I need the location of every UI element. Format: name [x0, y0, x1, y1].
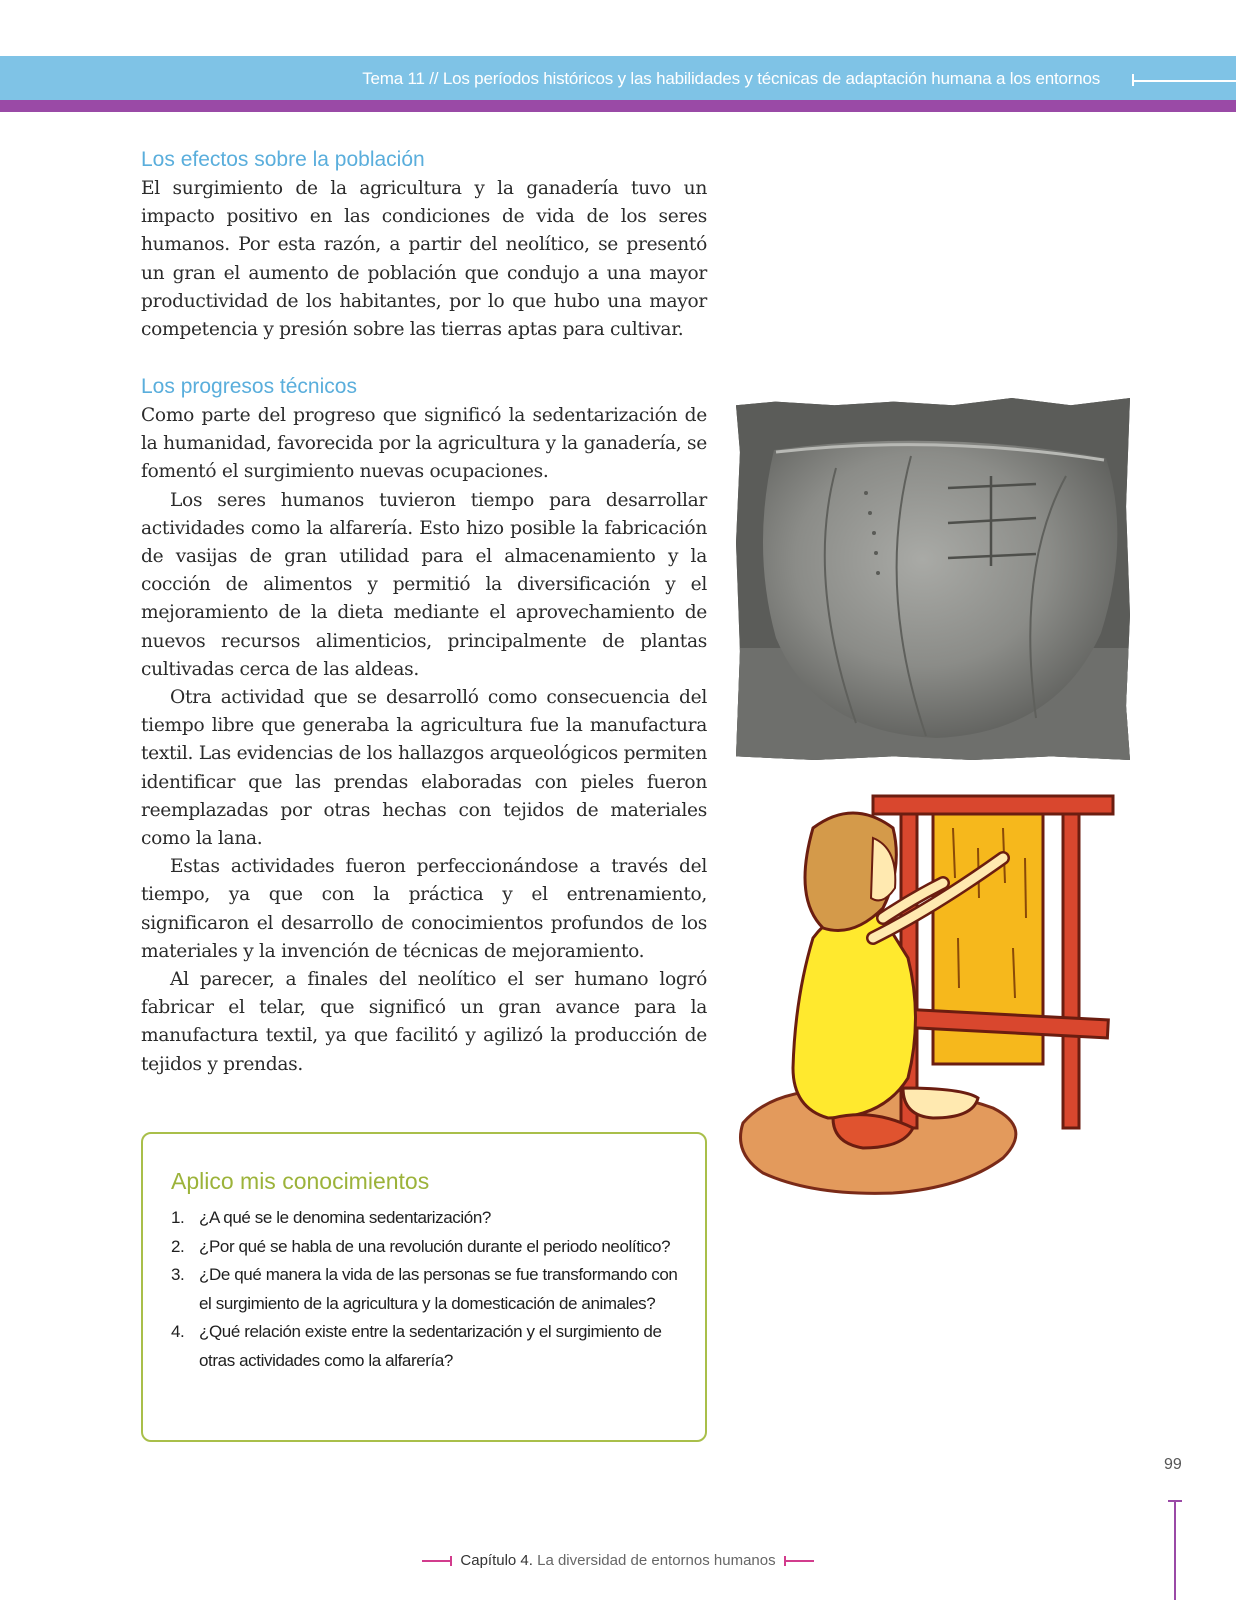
section-paragraph: Los seres humanos tuvieron tiempo para desarrollar actividades como la alfarería. Esto hizo posible la fabricación de vasijas de gran utilidad para el almacenamiento y la cocción de alimentos y permitió la diversificación y el mejoramiento de la dieta mediante el aprovechamiento de nuevos recursos alimenticios, principalmente de plantas cultivadas cerca de las aldeas. [141, 489, 707, 680]
section-heading: Los progresos técnicos [141, 375, 357, 398]
loom-icon [733, 788, 1133, 1213]
list-item-text: ¿A qué se le denomina sedentarización? [199, 1208, 491, 1227]
section-paragraph: Estas actividades fueron perfeccionándose a través del tiempo, ya que con la práctica y el entrenamiento, significaron el desarrollo de conocimientos profundos de los materiales y la invención de técnicas de mejoramiento. [141, 856, 707, 962]
section-progress [141, 374, 707, 1079]
list-item [171, 1318, 691, 1375]
page-marker-line [1174, 1500, 1176, 1600]
chapter-footer [0, 1552, 1236, 1569]
footer-dash-right [784, 1560, 814, 1562]
list-item [171, 1261, 691, 1318]
list-item [171, 1233, 691, 1262]
section-effects [141, 147, 707, 344]
list-item-text: ¿Qué relación existe entre la sedentarización y el surgimiento de otras actividades como la alfarería? [199, 1322, 662, 1370]
activity-list [171, 1204, 691, 1375]
header-title: Tema 11 // Los períodos históricos y las habilidades y técnicas de adaptación humana a los entornos [362, 69, 1100, 88]
list-item-number: 1. [171, 1208, 185, 1227]
activity-title: Aplico mis conocimientos [171, 1168, 430, 1194]
list-item-number: 4. [171, 1322, 185, 1341]
footer-dash-left [422, 1560, 452, 1562]
list-item-text: ¿De qué manera la vida de las personas se fue transformando con el surgimiento de la agricultura y la domesticación de animales? [199, 1265, 678, 1313]
section-paragraph: Como parte del progreso que significó la sedentarización de la humanidad, favorecida por la agricultura y la ganadería, se fomentó el surgimiento nuevas ocupaciones. [141, 405, 707, 483]
list-item [171, 1204, 691, 1233]
section-paragraph: Al parecer, a finales del neolítico el ser humano logró fabricar el telar, que significó un gran avance para la manufactura textil, ya que facilitó y agilizó la producción de tejidos y prendas. [141, 969, 707, 1075]
chapter-title: La diversidad de entornos humanos [537, 1552, 776, 1569]
chapter-label: Capítulo 4. [460, 1552, 533, 1569]
pottery-photo [736, 398, 1130, 760]
list-item-number: 3. [171, 1265, 185, 1284]
header-rule [1132, 80, 1236, 82]
page-number: 99 [1164, 1456, 1182, 1473]
list-item-text: ¿Por qué se habla de una revolución durante el periodo neolítico? [199, 1236, 671, 1256]
activity-box [141, 1132, 707, 1442]
list-item-number: 2. [171, 1236, 185, 1256]
header-stripe [0, 100, 1236, 112]
pottery-icon [736, 398, 1130, 760]
loom-weaver-illustration [733, 788, 1133, 1213]
section-paragraph: El surgimiento de la agricultura y la ganadería tuvo un impacto positivo en las condiciones de vida de los seres humanos. Por esta razón, a partir del neolítico, se presentó un gran el aumento de población que condujo a una mayor productividad de los habitantes, por lo que hubo una mayor competencia y presión sobre las tierras aptas para cultivar. [141, 178, 707, 341]
section-paragraph: Otra actividad que se desarrolló como consecuencia del tiempo libre que generaba la agricultura fue la manufactura textil. Las evidencias de los hallazgos arqueológicos permiten identificar que las prendas elaboradas con pieles fueron reemplazadas por otras hechas con tejidos de materiales como la lana. [141, 687, 707, 850]
section-heading: Los efectos sobre la población [141, 148, 425, 171]
